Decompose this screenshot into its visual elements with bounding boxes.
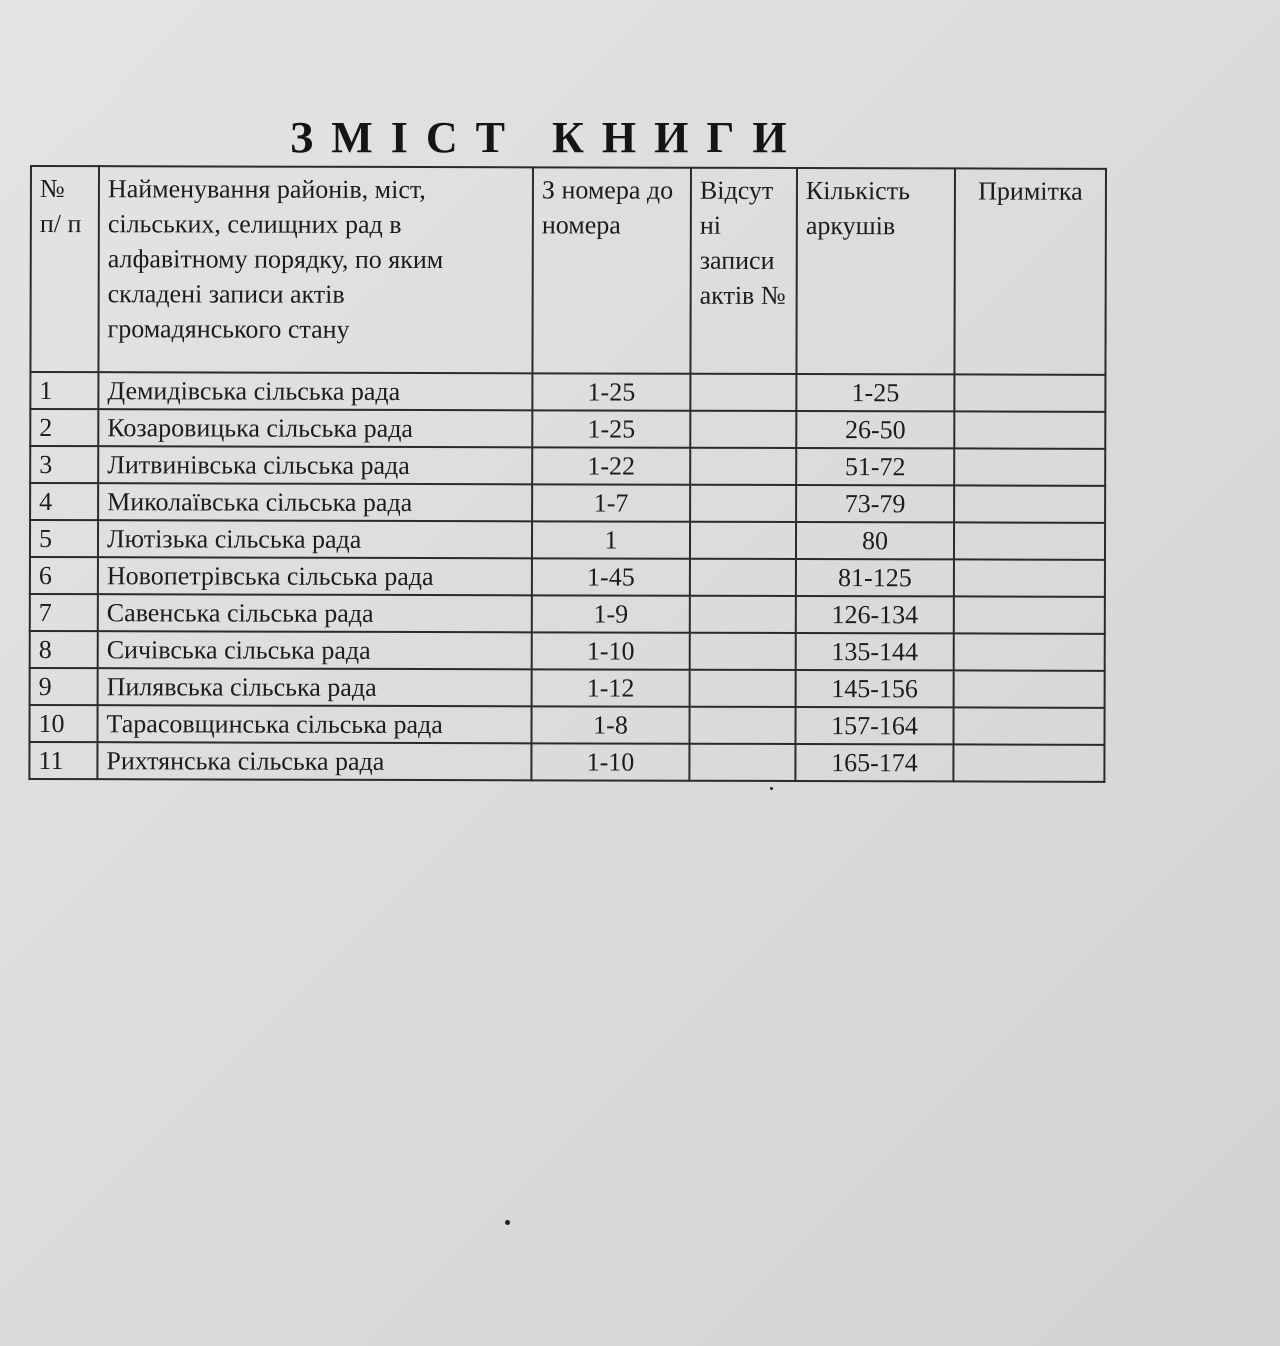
cell-sheets: 80	[796, 522, 954, 559]
contents-table	[28, 165, 1107, 783]
paper-speck	[505, 1220, 510, 1225]
cell-note	[953, 707, 1104, 744]
cell-sheets: 51-72	[796, 448, 954, 485]
cell-sheets: 165-174	[795, 744, 953, 781]
cell-range: 1-10	[532, 632, 690, 669]
cell-name: Сичівська сільська рада	[98, 631, 532, 669]
cell-missing	[690, 411, 796, 448]
cell-num: 2	[30, 409, 98, 446]
cell-note	[954, 596, 1105, 633]
cell-missing	[690, 596, 796, 633]
cell-range: 1-22	[532, 447, 690, 484]
cell-note	[954, 670, 1105, 707]
header-sheets: Кількість аркушів	[796, 168, 955, 374]
cell-sheets: 126-134	[796, 596, 954, 633]
cell-name: Савенська сільська рада	[98, 594, 532, 632]
cell-name: Демидівська сільська рада	[98, 372, 532, 410]
cell-name: Рихтянська сільська рада	[97, 742, 531, 780]
cell-num: 11	[29, 742, 97, 779]
paper-speck	[770, 787, 773, 790]
header-range: З номера до номера	[532, 167, 691, 373]
cell-num: 3	[30, 446, 98, 483]
table-row	[30, 446, 1105, 486]
cell-missing	[689, 707, 795, 744]
cell-sheets: 145-156	[796, 670, 954, 707]
cell-name: Лютізька сільська рада	[98, 520, 532, 558]
cell-range: 1	[532, 521, 690, 558]
cell-num: 8	[30, 631, 98, 668]
cell-note	[954, 448, 1105, 485]
table-row	[30, 631, 1105, 671]
cell-note	[953, 744, 1104, 781]
cell-missing	[690, 559, 796, 596]
cell-name: Новопетрівська сільська рада	[98, 557, 532, 595]
cell-num: 4	[30, 483, 98, 520]
header-missing: Відсут ні записи актів №	[690, 168, 797, 374]
cell-missing	[690, 374, 796, 411]
cell-range: 1-45	[532, 558, 690, 595]
cell-range: 1-7	[532, 484, 690, 521]
cell-note	[954, 633, 1105, 670]
cell-sheets: 157-164	[795, 707, 953, 744]
header-row	[30, 166, 1106, 375]
cell-note	[954, 485, 1105, 522]
cell-num: 10	[29, 705, 97, 742]
cell-num: 1	[30, 372, 98, 409]
cell-num: 6	[30, 557, 98, 594]
table-row	[30, 557, 1105, 597]
header-name: Найменування районів, міст, сільських, селищних рад в алфавітному порядку, по яким складені записи актів громадянського стану	[98, 166, 533, 373]
cell-sheets: 73-79	[796, 485, 954, 522]
cell-sheets: 1-25	[796, 374, 954, 411]
table-body	[29, 372, 1105, 782]
cell-range: 1-12	[532, 669, 690, 706]
cell-range: 1-25	[532, 410, 690, 447]
table-row	[29, 742, 1104, 782]
cell-sheets: 26-50	[796, 411, 954, 448]
table-row	[30, 594, 1105, 634]
table-row	[30, 483, 1105, 523]
table-row	[30, 520, 1105, 560]
cell-missing	[690, 485, 796, 522]
table-row	[30, 409, 1105, 449]
cell-missing	[690, 448, 796, 485]
cell-sheets: 81-125	[796, 559, 954, 596]
table-row	[30, 668, 1105, 708]
cell-range: 1-8	[531, 706, 689, 743]
cell-range: 1-9	[532, 595, 690, 632]
table-row	[29, 705, 1104, 745]
cell-missing	[690, 522, 796, 559]
table-row	[30, 372, 1105, 412]
cell-num: 7	[30, 594, 98, 631]
cell-name: Пилявська сільська рада	[98, 668, 532, 706]
page-title: ЗМІСТ КНИГИ	[290, 113, 805, 162]
cell-note	[954, 411, 1105, 448]
cell-note	[954, 559, 1105, 596]
cell-range: 1-10	[531, 743, 689, 780]
cell-num: 9	[30, 668, 98, 705]
header-note: Примітка	[954, 168, 1106, 374]
cell-sheets: 135-144	[796, 633, 954, 670]
cell-missing	[690, 633, 796, 670]
cell-name: Литвинівська сільська рада	[98, 446, 532, 484]
cell-note	[954, 374, 1105, 411]
cell-range: 1-25	[532, 373, 690, 410]
header-num: № п/ п	[30, 166, 99, 372]
cell-note	[954, 522, 1105, 559]
cell-name: Миколаївська сільська рада	[98, 483, 532, 521]
cell-missing	[690, 670, 796, 707]
cell-missing	[689, 744, 795, 781]
cell-name: Тарасовщинська сільська рада	[97, 705, 531, 743]
cell-num: 5	[30, 520, 98, 557]
cell-name: Козаровицька сільська рада	[98, 409, 532, 447]
